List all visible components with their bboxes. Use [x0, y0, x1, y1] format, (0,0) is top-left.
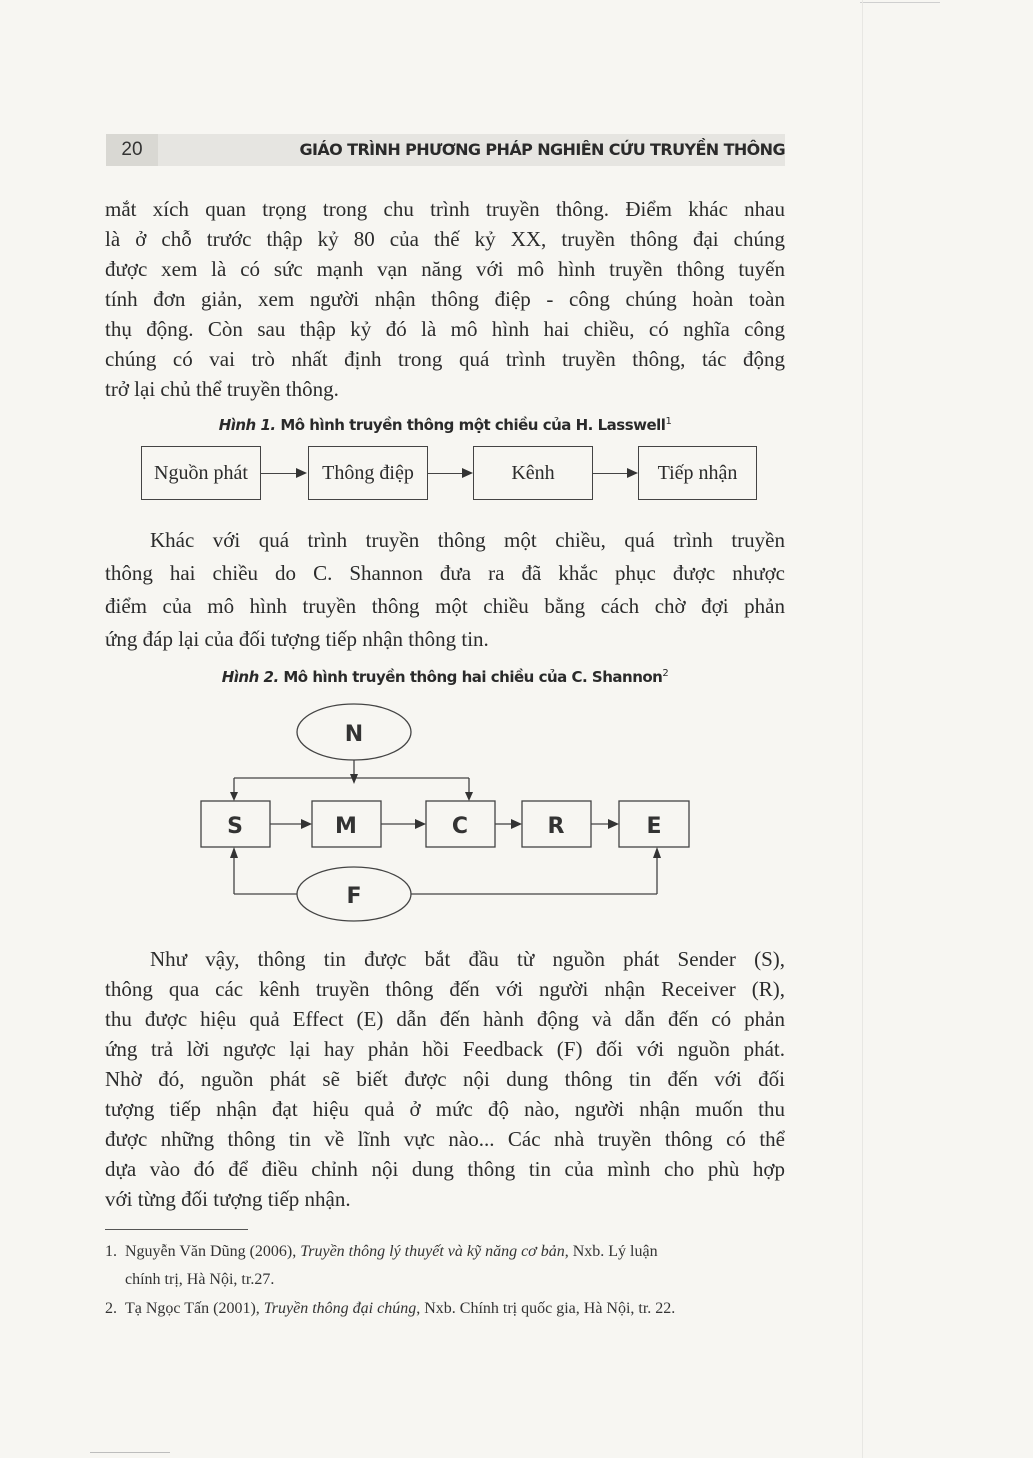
arrow-right-icon — [462, 468, 473, 478]
box-message: Thông điệp — [308, 446, 428, 500]
text-line: thụ động. Còn sau thập kỷ đó là mô hình hai chiều, có nghĩa công — [105, 317, 785, 341]
arrow-right-icon — [415, 819, 426, 829]
text-line: thông hai chiều do C. Shannon đưa ra đã khắc phục được nhược — [105, 561, 785, 585]
arrow-right-icon — [627, 468, 638, 478]
figure-1-title: Mô hình truyền thông một chiều của H. Lasswell — [275, 416, 666, 434]
scan-edge-line-bottom — [90, 1452, 170, 1453]
footnote-title: Truyền thông lý thuyết và kỹ năng cơ bản — [300, 1243, 565, 1260]
arrow-line — [428, 473, 463, 474]
footnote-number: 2. — [105, 1300, 117, 1317]
text-line: trở lại chủ thể truyền thông. — [105, 377, 339, 401]
footnote-continuation: chính trị, Hà Nội, tr.27. — [125, 1271, 275, 1288]
text-line: tính đơn giản, xem người nhận thông điệp - công chúng hoàn toàn — [105, 287, 785, 311]
figure-2-title: Mô hình truyền thông hai chiều của C. Shannon — [278, 668, 663, 686]
footnote-1 — [105, 1238, 785, 1294]
paragraph-2 — [105, 524, 785, 656]
text-line: Nhờ đó, nguồn phát sẽ biết được nội dung thông tin đến với đối — [105, 1067, 785, 1091]
text-line: với từng đối tượng tiếp nhận. — [105, 1187, 351, 1211]
arrow-right-icon — [608, 819, 619, 829]
text-line: được xem là có sức mạnh vạn năng với mô hình truyền thông tuyến — [105, 257, 785, 281]
box-receiver: Tiếp nhận — [638, 446, 757, 500]
paragraph-3 — [105, 944, 785, 1214]
text-line: được những thông tin về lĩnh vực nào... Các nhà truyền thông có thể — [105, 1127, 785, 1151]
text-line: tượng tiếp nhận đạt hiệu quả ở mức độ nào, người nhận muốn thu — [105, 1097, 785, 1121]
scan-edge-line-top — [860, 2, 940, 3]
arrow-down-icon — [465, 792, 473, 801]
footnote-text: Nguyễn Văn Dũng (2006), — [125, 1243, 301, 1260]
box-e-label: E — [646, 814, 662, 839]
scan-edge-line-right — [862, 0, 863, 1458]
noise-label: N — [344, 722, 364, 747]
box-s-label: S — [227, 814, 243, 839]
figure-2-caption — [105, 668, 785, 686]
footnote-number: 1. — [105, 1243, 117, 1260]
box-channel: Kênh — [473, 446, 593, 500]
text-line: chúng có vai trò nhất định trong quá trình truyền thông, tác động — [105, 347, 785, 371]
paragraph-1 — [105, 194, 785, 404]
text-line: điểm của mô hình truyền thông một chiều bằng cách chờ đợi phản — [105, 594, 785, 618]
text-line: ứng đáp lại của đối tượng tiếp nhận thông tin. — [105, 627, 489, 651]
text-line: ứng trả lời ngược lại hay phản hồi Feedback (F) đối với nguồn phát. — [105, 1037, 785, 1061]
running-title: GIÁO TRÌNH PHƯƠNG PHÁP NGHIÊN CỨU TRUYỀN THÔNG — [299, 140, 785, 159]
text-line: Như vậy, thông tin được bắt đầu từ nguồn phát Sender (S), — [150, 947, 785, 971]
arrow-right-icon — [301, 819, 312, 829]
arrow-up-icon — [230, 847, 238, 858]
text-line: dựa vào đó để điều chỉnh nội dung thông tin của mình cho phù hợp — [105, 1157, 785, 1181]
box-r-label: R — [547, 814, 565, 839]
running-header — [106, 134, 785, 166]
text-line: là ở chỗ trước thập kỷ 80 của thế kỷ XX, truyền thông đại chúng — [105, 227, 785, 251]
figure-1-label: Hình 1. — [218, 416, 276, 434]
text-line: mắt xích quan trọng trong chu trình truyền thông. Điểm khác nhau — [105, 197, 785, 221]
page-number: 20 — [106, 134, 158, 166]
feedback-label: F — [346, 884, 362, 909]
footnote-title: Truyền thông đại chúng — [263, 1300, 417, 1317]
footnote-ref-1: 1 — [665, 416, 672, 427]
text-line: thu được hiệu quả Effect (E) dẫn đến hành động và dẫn đến có phản — [105, 1007, 785, 1031]
box-source: Nguồn phát — [141, 446, 261, 500]
arrow-line — [261, 473, 297, 474]
text-line: Khác với quá trình truyền thông một chiều, quá trình truyền — [150, 528, 785, 552]
arrow-down-icon — [350, 774, 358, 784]
arrow-right-icon — [511, 819, 522, 829]
box-c-label: C — [451, 814, 469, 839]
figure-2-diagram — [195, 700, 715, 940]
footnote-2 — [105, 1295, 785, 1323]
arrow-down-icon — [230, 792, 238, 801]
footnote-ref-2: 2 — [662, 668, 669, 679]
box-m-label: M — [335, 814, 357, 839]
footnote-text: Tạ Ngọc Tấn (2001), — [125, 1300, 264, 1317]
footnote-divider — [105, 1229, 248, 1230]
text-line: thông qua các kênh truyền thông đến với người nhận Receiver (R), — [105, 977, 785, 1001]
arrow-line — [593, 473, 628, 474]
arrow-right-icon — [296, 468, 307, 478]
figure-1-caption — [105, 416, 785, 434]
figure-2-label: Hình 2. — [221, 668, 279, 686]
arrow-up-icon — [653, 847, 661, 858]
footnote-text: , Nxb. Lý luận — [564, 1243, 658, 1260]
footnote-text: , Nxb. Chính trị quốc gia, Hà Nội, tr. 22. — [416, 1300, 676, 1317]
